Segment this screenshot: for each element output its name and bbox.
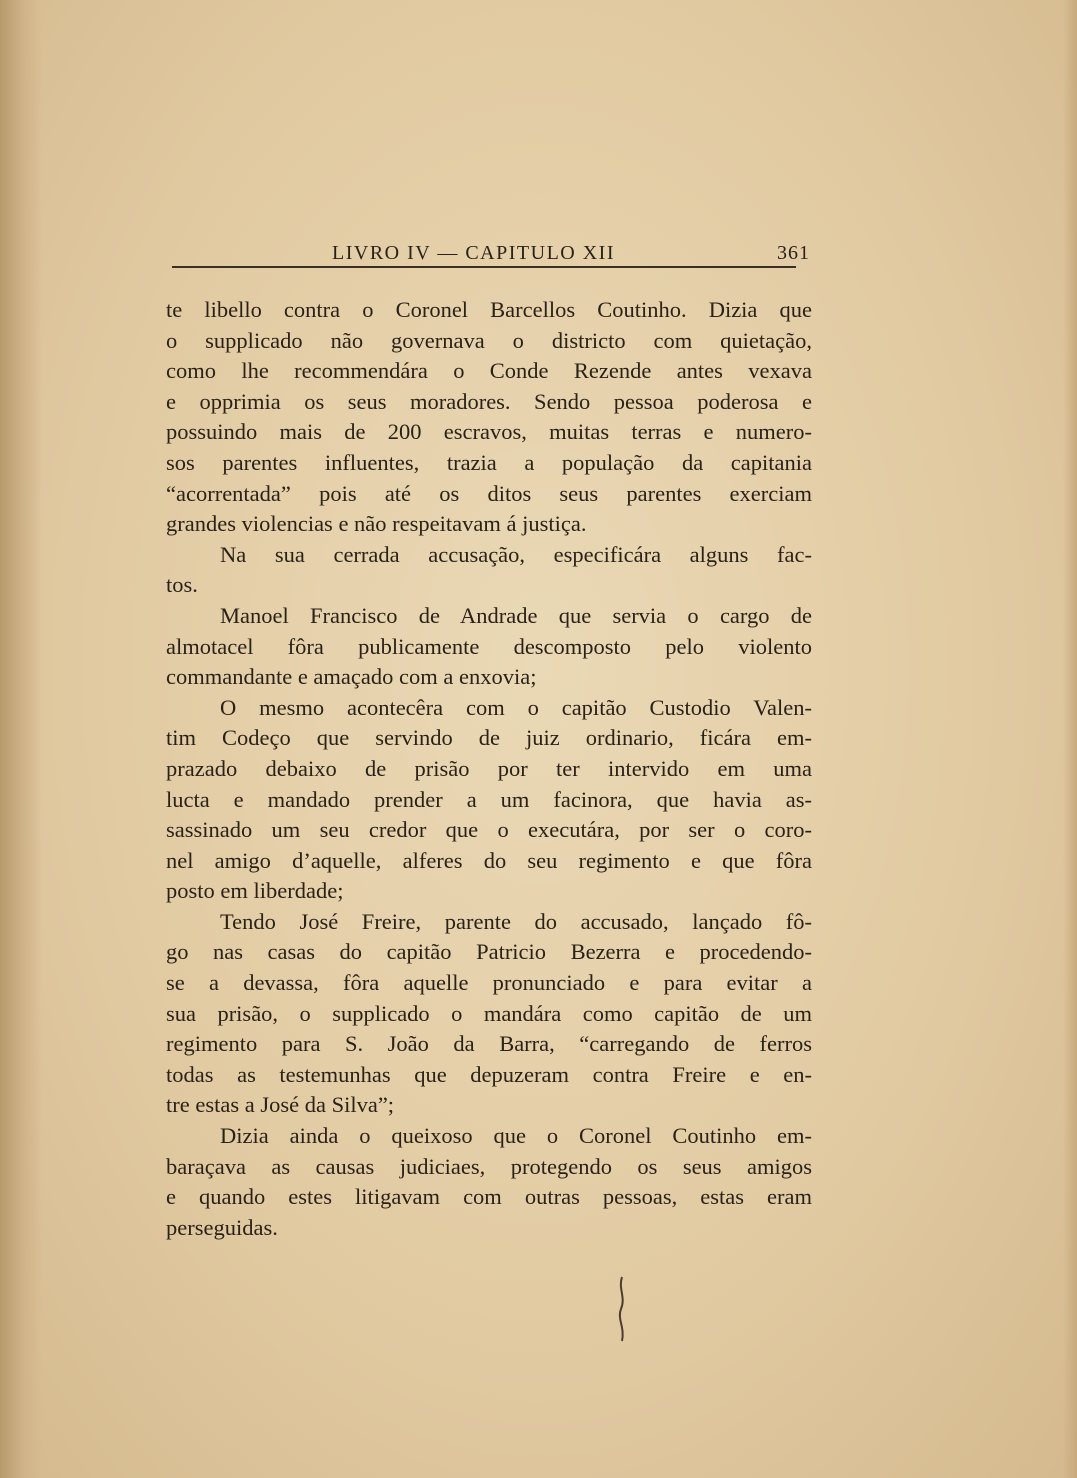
text-line: e opprimia os seus moradores. Sendo pessoa poderosa e xyxy=(166,388,812,414)
text-line: sassinado um seu credor que o executára, por ser o coro- xyxy=(166,817,812,843)
text-line: sua prisão, o supplicado o mandára como capitão de um xyxy=(166,1000,812,1026)
text-line: possuindo mais de 200 escravos, muitas terras e numero- xyxy=(166,419,812,445)
running-head-title: LIVRO IV — CAPITULO XII xyxy=(332,242,615,264)
text-line: posto em liberdade; xyxy=(166,878,344,904)
page-edge-shadow xyxy=(1063,0,1077,1478)
text-line: e quando estes litigavam com outras pessoas, estas eram xyxy=(166,1184,812,1210)
text-line: tre estas a José da Silva”; xyxy=(166,1092,395,1118)
text-line: tos. xyxy=(166,572,198,598)
text-line: go nas casas do capitão Patricio Bezerra e procedendo- xyxy=(166,939,812,965)
text-line: lucta e mandado prender a um facinora, que havia as- xyxy=(166,786,812,812)
text-line: almotacel fôra publicamente descomposto pelo violento xyxy=(166,633,812,659)
text-line: perseguidas. xyxy=(166,1214,278,1240)
page-number: 361 xyxy=(777,242,810,264)
text-line: nel amigo d’aquelle, alferes do seu regimento e que fôra xyxy=(166,847,812,873)
text-line: “acorrentada” pois até os ditos seus parentes exerciam xyxy=(166,480,812,506)
text-line: commandante e amaçado com a enxovia; xyxy=(166,664,537,690)
text-line: Tendo José Freire, parente do accusado, lançado fô- xyxy=(220,908,812,934)
text-line: Na sua cerrada accusação, especificára alguns fac- xyxy=(220,541,812,567)
text-line: o supplicado não governava o districto com quietação, xyxy=(166,327,812,353)
text-line: tim Codeço que servindo de juiz ordinario, ficára em- xyxy=(166,725,812,751)
text-line: O mesmo acontecêra com o capitão Custodio Valen- xyxy=(220,694,812,720)
text-line: regimento para S. João da Barra, “carregando de ferros xyxy=(166,1031,812,1057)
text-line: te libello contra o Coronel Barcellos Coutinho. Dizia que xyxy=(166,297,812,322)
page-spine-shadow xyxy=(0,0,42,1478)
header-rule xyxy=(172,266,796,268)
running-head xyxy=(172,240,810,266)
text-line: prazado debaixo de prisão por ter intervido em uma xyxy=(166,755,812,781)
text-line: sos parentes influentes, trazia a população da capitania xyxy=(166,449,812,475)
text-line: se a devassa, fôra aquelle pronunciado e para evitar a xyxy=(166,970,812,996)
text-line: como lhe recommendára o Conde Rezende antes vexava xyxy=(166,358,812,384)
text-line: grandes violencias e não respeitavam á justiça. xyxy=(166,511,587,537)
text-line: baraçava as causas judiciaes, protegendo os seus amigos xyxy=(166,1153,812,1179)
body-text xyxy=(166,295,812,1243)
text-line: Manoel Francisco de Andrade que servia o cargo de xyxy=(220,602,812,628)
pen-mark xyxy=(612,1275,632,1345)
text-line: todas as testemunhas que depuzeram contra Freire e en- xyxy=(166,1061,812,1087)
text-line: Dizia ainda o queixoso que o Coronel Coutinho em- xyxy=(220,1123,812,1149)
